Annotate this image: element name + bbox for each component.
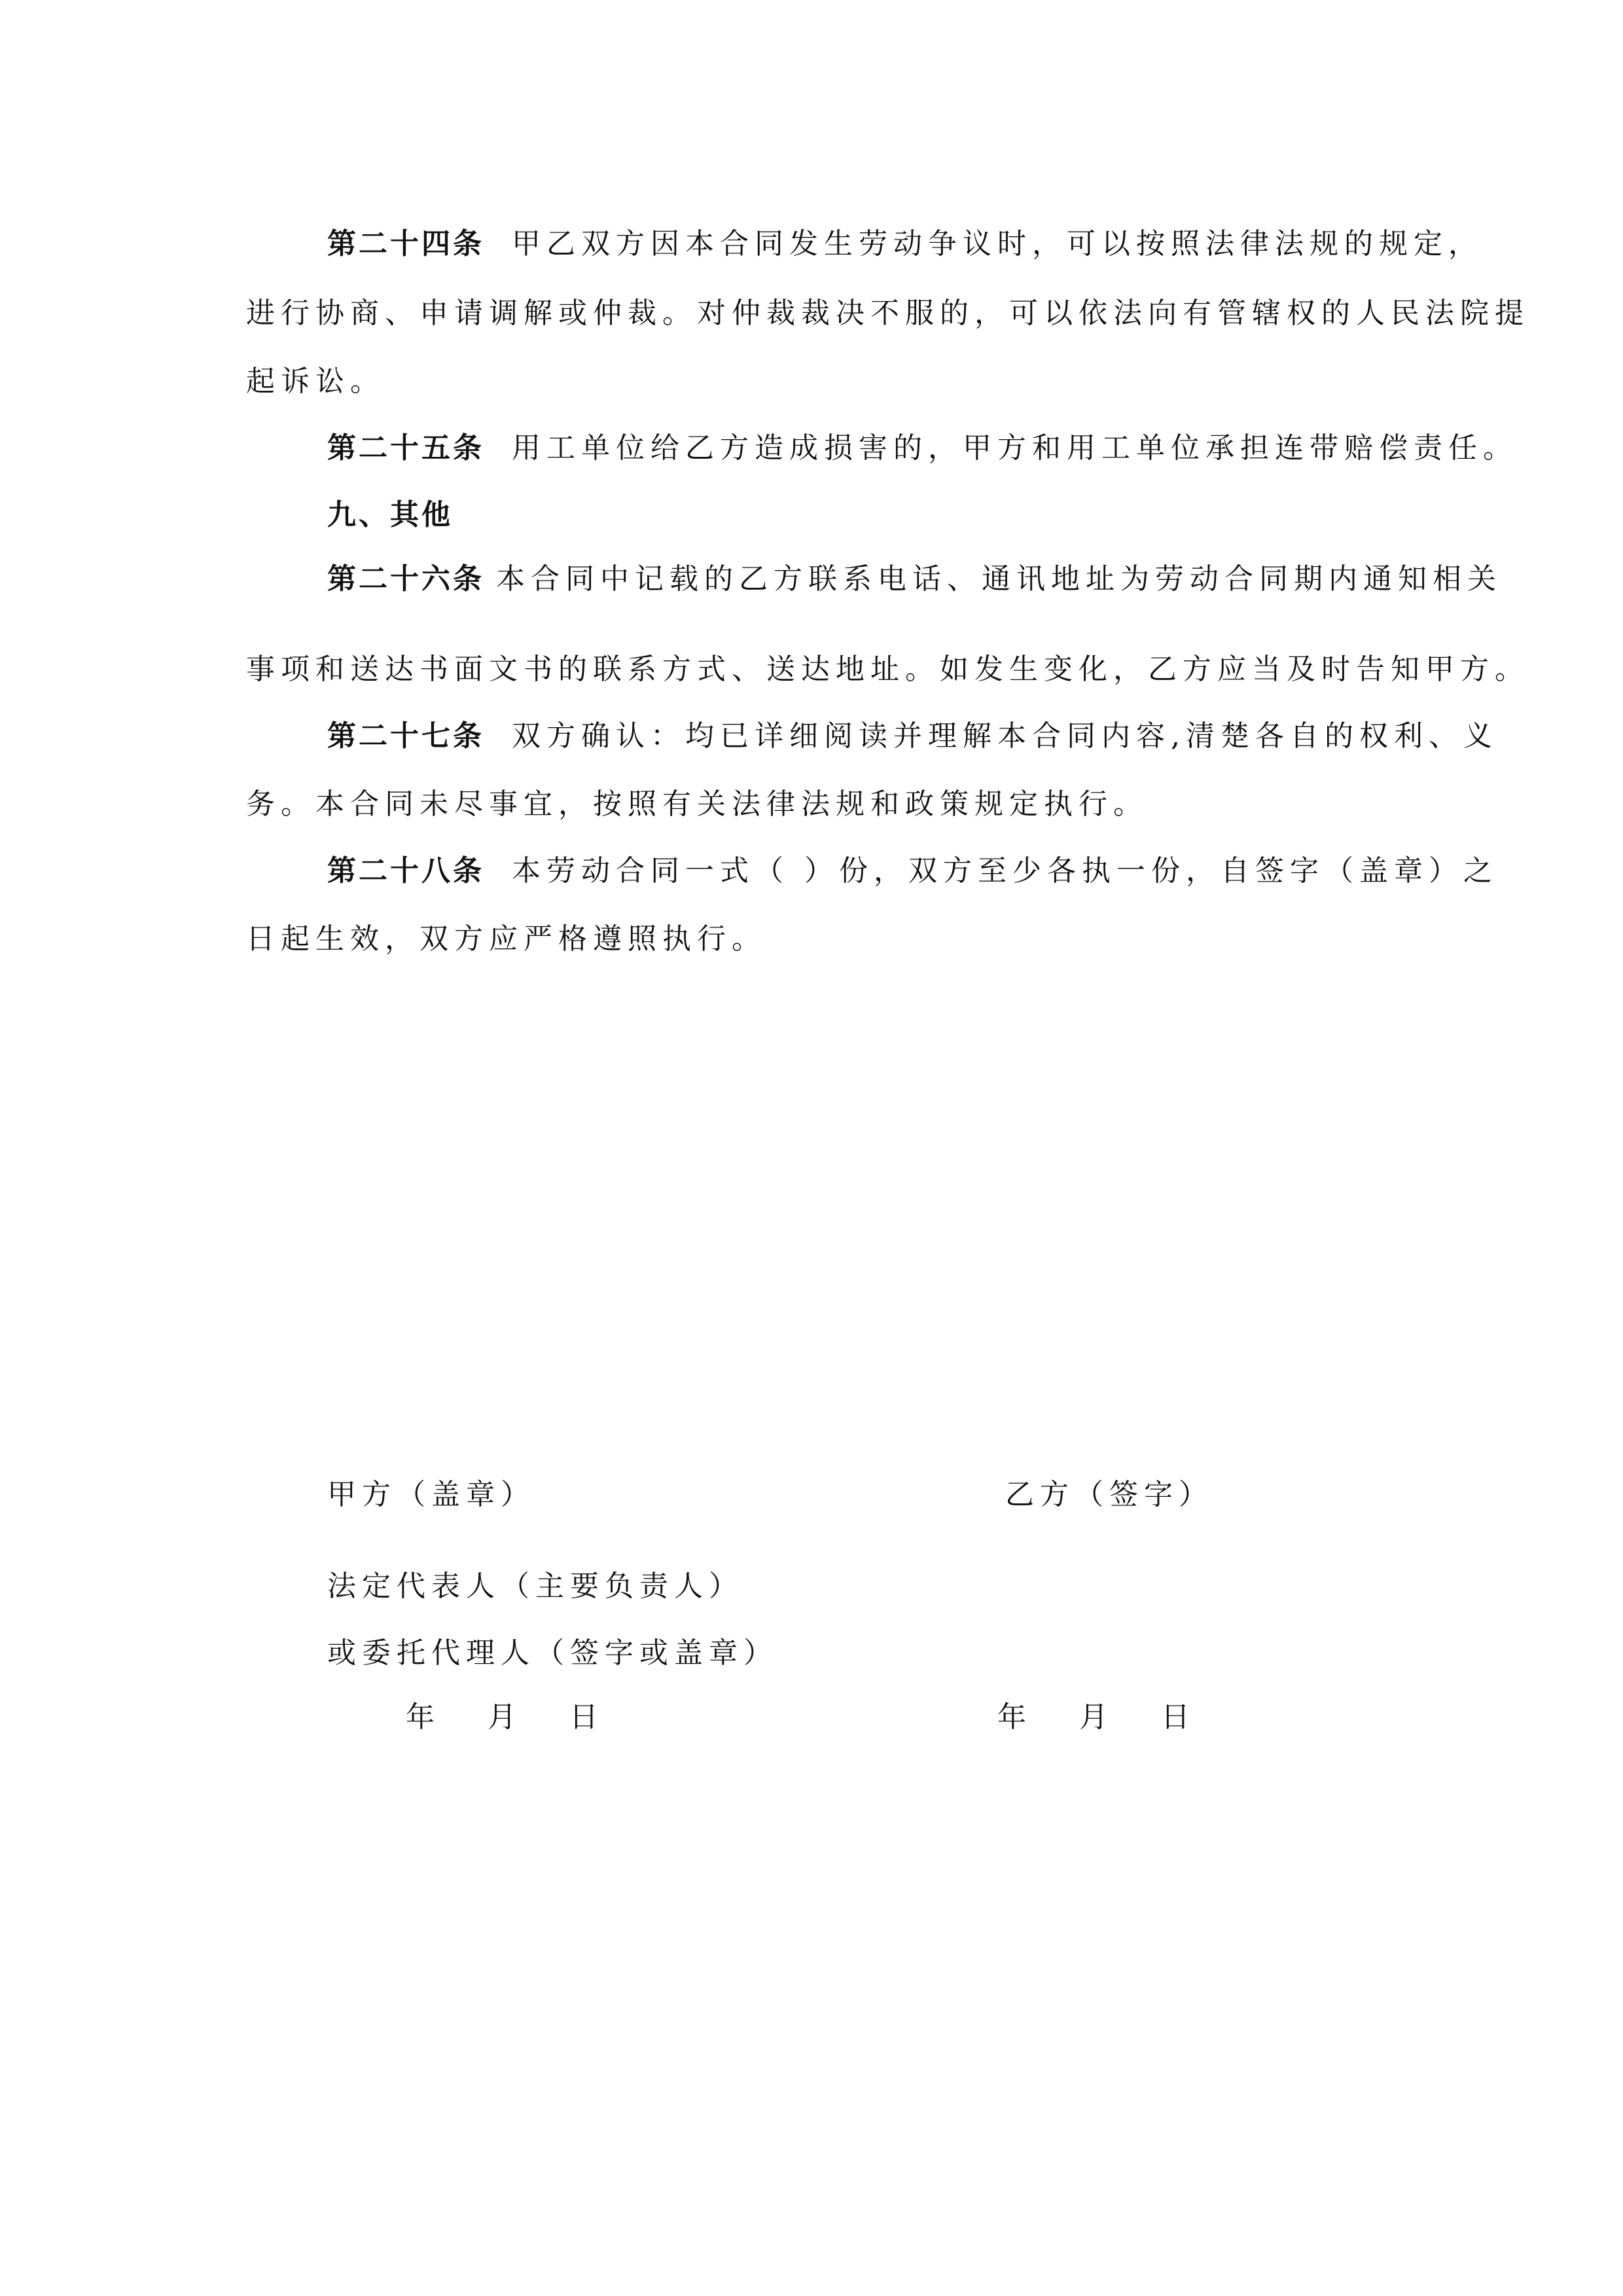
party-b-date-month: 月 xyxy=(1079,1700,1114,1734)
legal-representative-label: 法定代表人（主要负责人） xyxy=(327,1570,743,1603)
section-heading-other: 九、其他 xyxy=(327,498,453,531)
article-25-text-1: 用工单位给乙方造成损害的，甲方和用工单位承担连带赔偿责任。 xyxy=(512,431,1518,465)
party-a-label: 甲方（盖章） xyxy=(327,1478,535,1511)
article-24-text-1: 甲乙双方因本合同发生劳动争议时，可以按照法律法规的规定， xyxy=(512,227,1483,260)
party-a-date-year: 年 xyxy=(406,1700,440,1734)
article-24-line-1 xyxy=(327,224,1483,264)
party-a-date xyxy=(406,1698,604,1737)
article-24-title: 第二十四条 xyxy=(327,227,484,260)
article-28-text-1: 本劳动合同一式（ ）份，双方至少各执一份，自签字（盖章）之 xyxy=(512,854,1498,888)
article-26-text-1: 本合同中记载的乙方联系电话、通讯地址为劳动合同期内通知相关 xyxy=(496,562,1502,596)
party-a-date-month: 月 xyxy=(488,1700,522,1734)
party-b-date-year: 年 xyxy=(997,1700,1032,1734)
article-28-line-1 xyxy=(327,852,1498,891)
party-b-label: 乙方（签字） xyxy=(1005,1478,1213,1511)
article-27-title: 第二十七条 xyxy=(327,719,484,753)
agent-label: 或委托代理人（签字或盖章） xyxy=(327,1636,778,1670)
article-26-title: 第二十六条 xyxy=(327,562,484,596)
party-b-date-day: 日 xyxy=(1161,1700,1196,1734)
article-28-title: 第二十八条 xyxy=(327,854,484,888)
article-28-line-2: 日起生效，双方应严格遵照执行。 xyxy=(246,922,766,956)
article-24-line-3: 起诉讼。 xyxy=(246,365,385,398)
article-24-line-2: 进行协商、申请调解或仲裁。对仲裁裁决不服的，可以依法向有管辖权的人民法院提 xyxy=(246,296,1529,330)
article-26-line-2: 事项和送达书面文书的联系方式、送达地址。如发生变化，乙方应当及时告知甲方。 xyxy=(246,653,1529,686)
article-25-line-1 xyxy=(327,429,1518,468)
article-26-line-1 xyxy=(327,560,1502,599)
article-27-text-1: 双方确认：均已详细阅读并理解本合同内容,清楚各自的权利、义 xyxy=(512,719,1498,753)
article-27-line-2: 务。本合同未尽事宜，按照有关法律法规和政策规定执行。 xyxy=(246,787,1148,821)
article-25-title: 第二十五条 xyxy=(327,431,484,465)
article-27-line-1 xyxy=(327,717,1498,756)
party-a-date-day: 日 xyxy=(569,1700,604,1734)
party-b-date xyxy=(997,1698,1196,1737)
